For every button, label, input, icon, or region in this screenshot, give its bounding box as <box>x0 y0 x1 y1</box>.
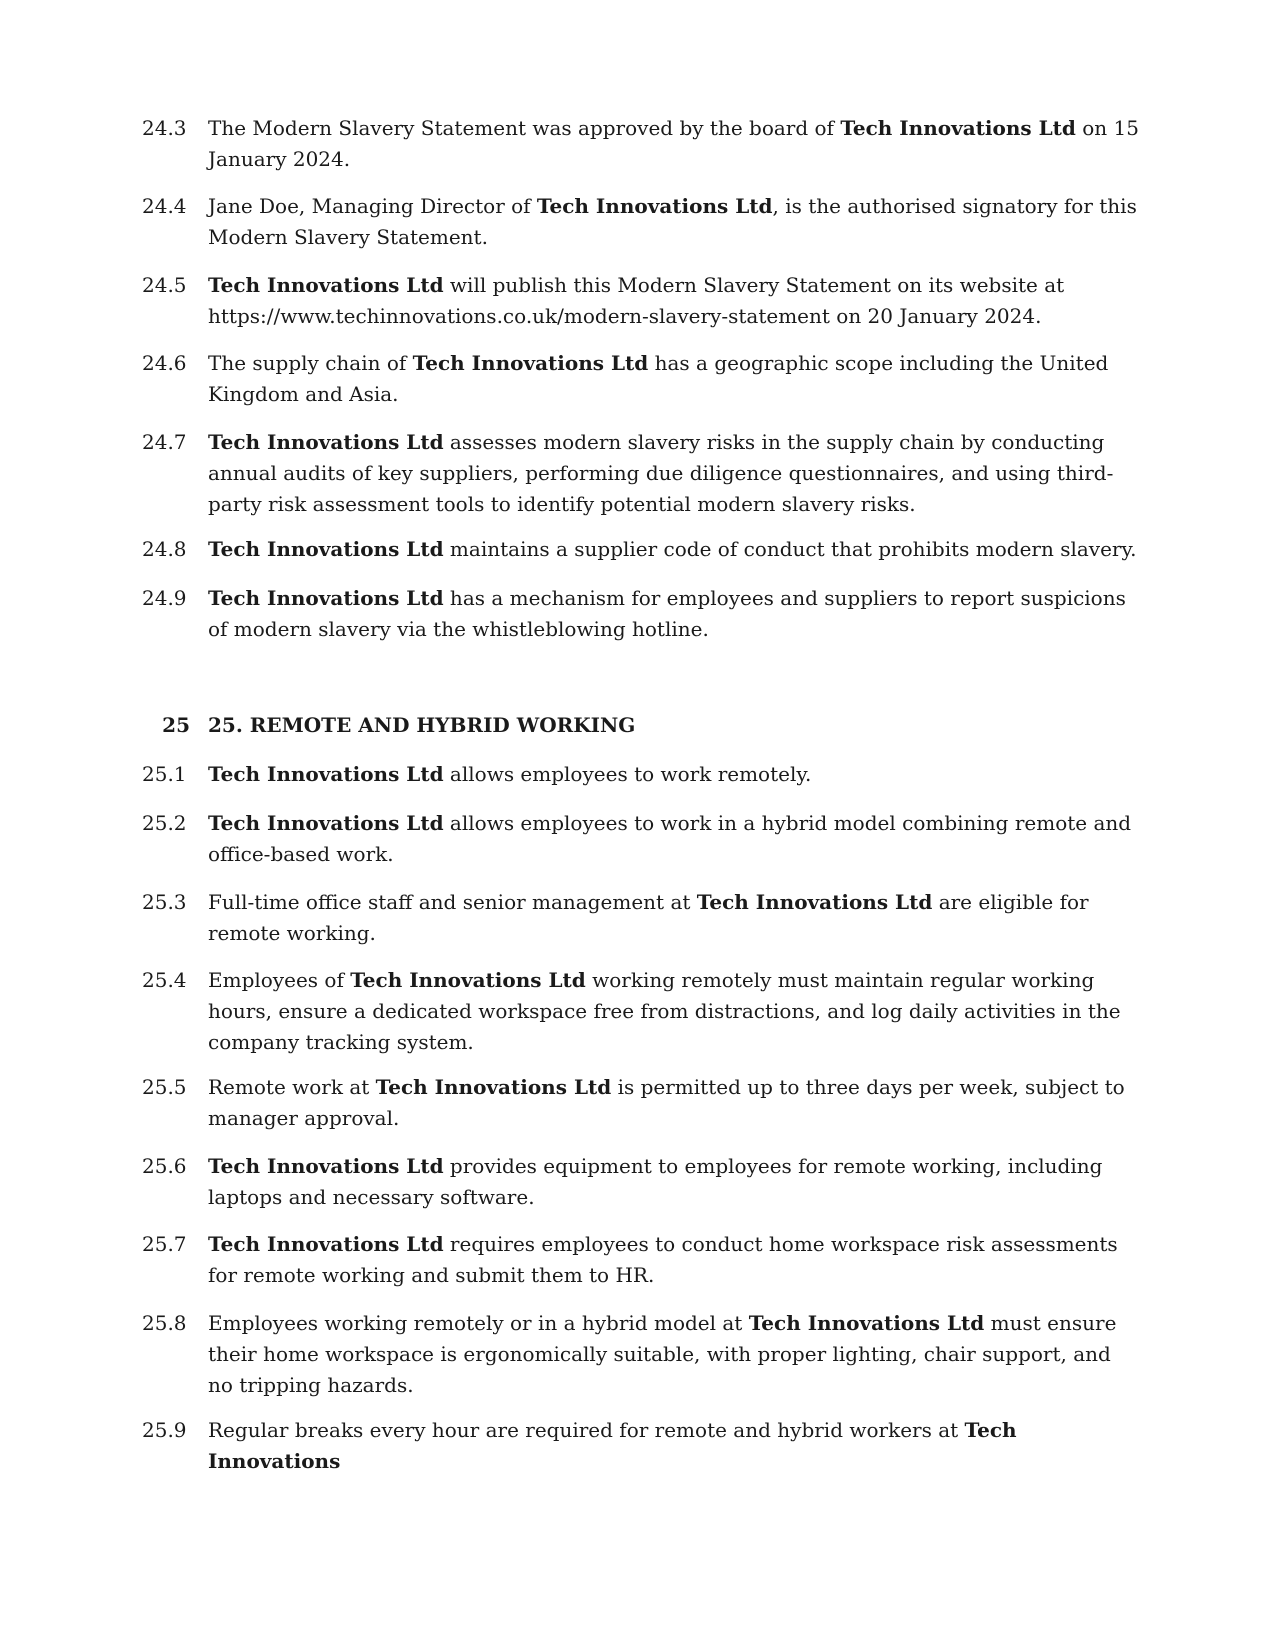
company-name: Tech Innovations Ltd <box>208 1232 444 1256</box>
clause-number: 24.8 <box>142 537 187 561</box>
clause-text: Tech Innovations Ltd requires employees to conduct home workspace risk assessments for remote working and submit them to HR. <box>208 1232 1118 1287</box>
clause-text: Jane Doe, Managing Director of Tech Innovations Ltd, is the authorised signatory for this Modern Slavery Statement. <box>208 194 1137 249</box>
clause-25-7 <box>142 1229 1142 1291</box>
company-name: Tech Innovations Ltd <box>412 351 649 375</box>
clause-text: Regular breaks every hour are required for remote and hybrid workers at Tech Innovations <box>208 1418 1017 1473</box>
clause-number: 24.5 <box>142 273 187 297</box>
section-number: 25 <box>162 713 190 737</box>
clause-24-9 <box>142 583 1142 645</box>
clause-number: 25.4 <box>142 968 187 992</box>
clause-text: Tech Innovations Ltd allows employees to work remotely. <box>208 762 812 786</box>
clause-number: 24.6 <box>142 351 187 375</box>
clause-number: 24.4 <box>142 194 187 218</box>
company-name: Tech Innovations Ltd <box>208 811 444 835</box>
company-name: Tech Innovations Ltd <box>208 537 444 561</box>
company-name: Tech Innovations Ltd <box>208 273 444 297</box>
clause-24-3 <box>142 113 1142 175</box>
company-name: Tech Innovations Ltd <box>208 430 444 454</box>
clause-number: 24.3 <box>142 116 187 140</box>
clause-number: 25.8 <box>142 1311 187 1335</box>
clause-24-6 <box>142 348 1142 410</box>
clause-number: 25.6 <box>142 1154 187 1178</box>
clause-25-2 <box>142 808 1142 870</box>
clause-number: 25.1 <box>142 762 187 786</box>
clause-text: Tech Innovations Ltd provides equipment to employees for remote working, including laptops and necessary software. <box>208 1154 1103 1209</box>
clause-24-8 <box>142 534 1142 565</box>
clause-text: Tech Innovations Ltd assesses modern slavery risks in the supply chain by conducting annual audits of key suppliers, performing due diligence questionnaires, and using third-party risk assessment tools to identify potential modern slavery risks. <box>208 430 1114 516</box>
company-name: Tech Innovations <box>208 1418 1017 1473</box>
clause-25-3 <box>142 887 1142 949</box>
clause-text: Employees working remotely or in a hybrid model at Tech Innovations Ltd must ensure their home workspace is ergonomically suitable, with proper lighting, chair support, and no tripping hazards. <box>208 1311 1117 1397</box>
company-name: Tech Innovations Ltd <box>350 968 586 992</box>
clause-text: Full-time office staff and senior management at Tech Innovations Ltd are eligible for remote working. <box>208 890 1089 945</box>
section-heading-25 <box>142 710 1142 741</box>
clause-25-9 <box>142 1415 1142 1477</box>
clause-text: Tech Innovations Ltd has a mechanism for employees and suppliers to report suspicions of modern slavery via the whistleblowing hotline. <box>208 586 1126 641</box>
company-name: Tech Innovations Ltd <box>208 762 444 786</box>
company-name: Tech Innovations Ltd <box>208 586 444 610</box>
clause-24-7 <box>142 427 1142 520</box>
clause-25-8 <box>142 1308 1142 1401</box>
clause-text: Tech Innovations Ltd allows employees to work in a hybrid model combining remote and office-based work. <box>208 811 1132 866</box>
clause-number: 25.2 <box>142 811 187 835</box>
clause-text: The supply chain of Tech Innovations Ltd has a geographic scope including the United Kingdom and Asia. <box>208 351 1109 406</box>
clause-number: 25.7 <box>142 1232 187 1256</box>
company-name: Tech Innovations Ltd <box>536 194 773 218</box>
clause-text: Remote work at Tech Innovations Ltd is permitted up to three days per week, subject to manager approval. <box>208 1075 1125 1130</box>
clause-text: Tech Innovations Ltd will publish this Modern Slavery Statement on its website at https://www.techinnovations.co.uk/modern-slavery-statement on 20 January 2024. <box>208 273 1065 328</box>
clause-number: 25.9 <box>142 1418 187 1442</box>
clause-25-4 <box>142 965 1142 1058</box>
clause-number: 24.7 <box>142 430 187 454</box>
clause-text: The Modern Slavery Statement was approved by the board of Tech Innovations Ltd on 15 January 2024. <box>208 116 1139 171</box>
clause-number: 25.5 <box>142 1075 187 1099</box>
clause-25-1 <box>142 759 1142 790</box>
company-name: Tech Innovations Ltd <box>375 1075 612 1099</box>
company-name: Tech Innovations Ltd <box>748 1311 985 1335</box>
company-name: Tech Innovations Ltd <box>840 116 1076 140</box>
company-name: Tech Innovations Ltd <box>208 1154 444 1178</box>
clause-text: Employees of Tech Innovations Ltd working remotely must maintain regular working hours, ensure a dedicated workspace free from distractions, and log daily activities in the company tracking system. <box>208 968 1121 1054</box>
clause-text: Tech Innovations Ltd maintains a supplier code of conduct that prohibits modern slavery. <box>208 537 1137 561</box>
clause-number: 24.9 <box>142 586 187 610</box>
clause-24-5 <box>142 270 1142 332</box>
clause-24-4 <box>142 191 1142 253</box>
clause-25-5 <box>142 1072 1142 1134</box>
clause-25-6 <box>142 1151 1142 1213</box>
clause-number: 25.3 <box>142 890 187 914</box>
section-title: 25. REMOTE AND HYBRID WORKING <box>208 713 636 737</box>
company-name: Tech Innovations Ltd <box>696 890 933 914</box>
